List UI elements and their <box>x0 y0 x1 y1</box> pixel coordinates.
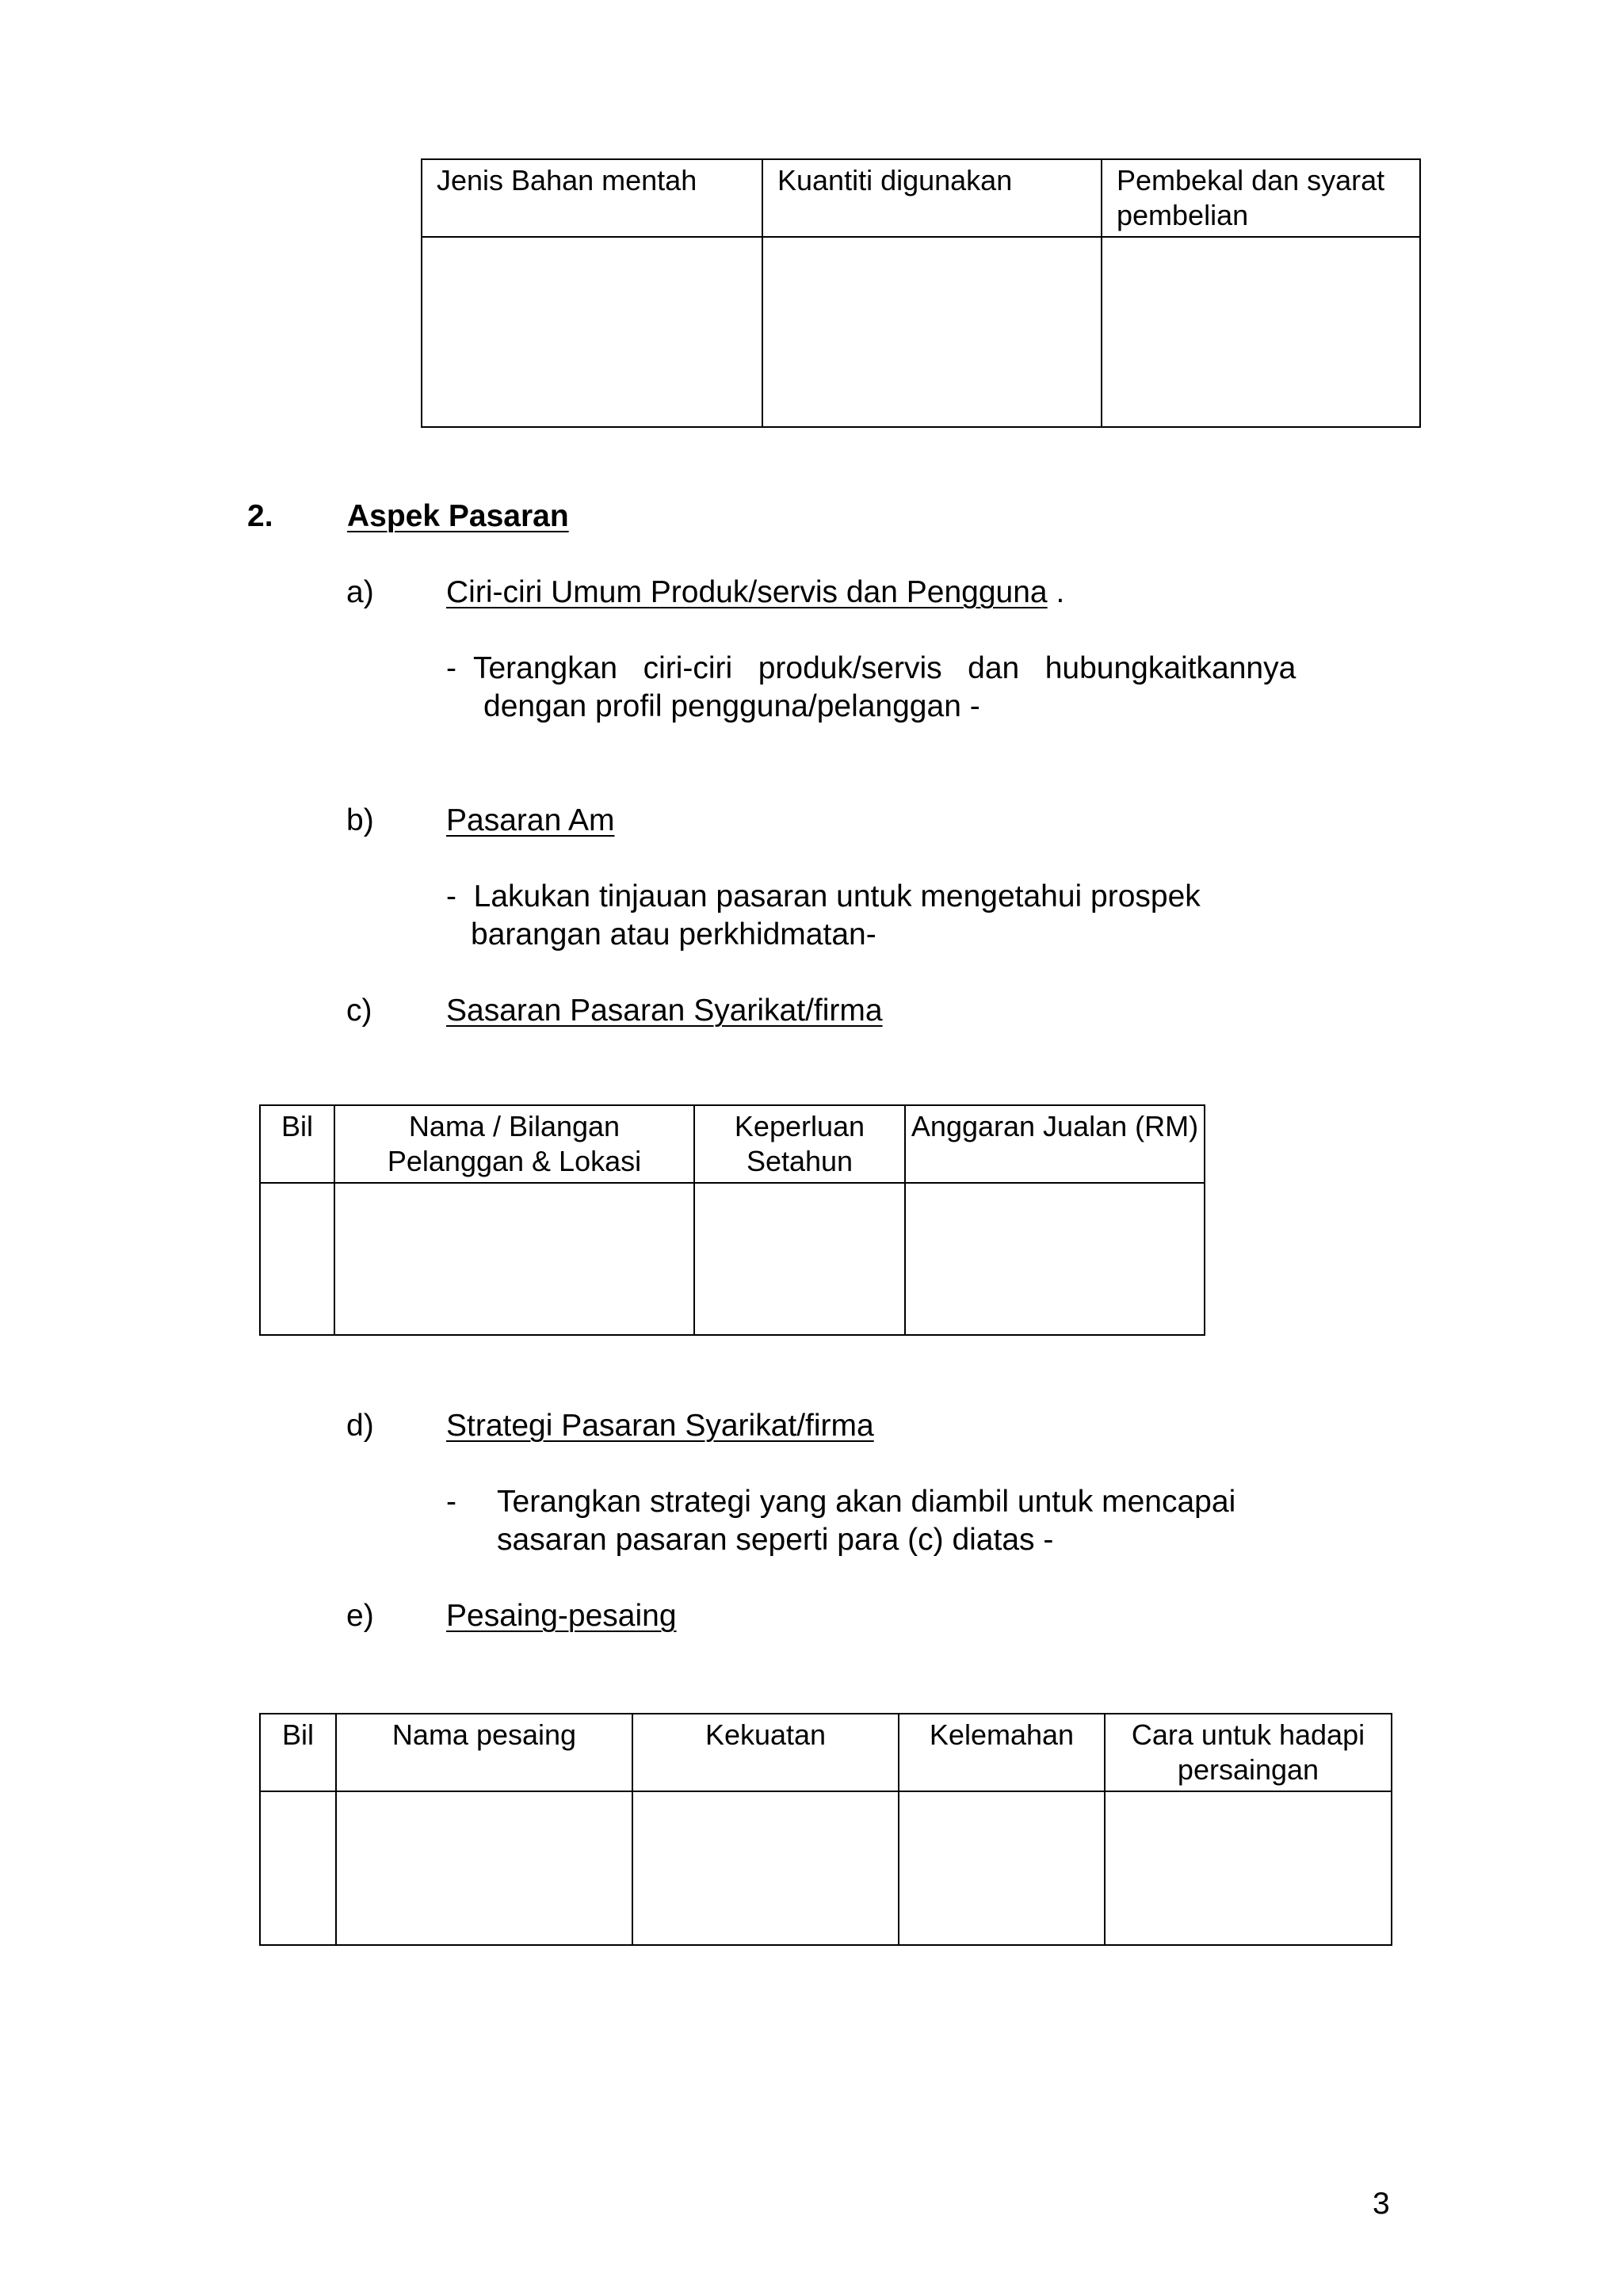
table-cell <box>422 237 762 427</box>
table-row <box>260 1791 1392 1945</box>
target-market-table <box>259 1104 1205 1336</box>
table-cell <box>1102 237 1420 427</box>
item-a-title-suffix: . <box>1056 575 1065 609</box>
header-anggaran-jualan: Anggaran Jualan (RM) <box>905 1105 1205 1183</box>
table-header-row <box>422 159 1420 237</box>
section-title: Aspek Pasaran <box>347 499 569 533</box>
item-b-desc-line2: barangan atau perkhidmatan- <box>471 917 876 952</box>
table-cell <box>762 237 1102 427</box>
header-kekuatan: Kekuatan <box>632 1714 899 1791</box>
page-number: 3 <box>1373 2187 1390 2221</box>
item-b-label: b) <box>346 803 374 837</box>
item-e-label: e) <box>346 1599 374 1633</box>
header-kelemahan: Kelemahan <box>899 1714 1105 1791</box>
item-a-desc-line2: dengan profil pengguna/pelanggan - <box>483 689 980 723</box>
raw-materials-table <box>421 158 1421 428</box>
table-cell <box>260 1183 334 1335</box>
table-header-row <box>260 1105 1205 1183</box>
table-row <box>260 1183 1205 1335</box>
item-d-title: Strategi Pasaran Syarikat/firma <box>446 1409 874 1443</box>
table-cell <box>260 1791 336 1945</box>
item-d-desc-dash: - <box>446 1485 456 1519</box>
header-pembekal: Pembekal dan syarat pembelian <box>1102 159 1420 237</box>
item-a-heading <box>446 574 1064 612</box>
table-cell <box>336 1791 632 1945</box>
item-a-label: a) <box>346 575 374 609</box>
table-cell <box>1105 1791 1392 1945</box>
table-cell <box>899 1791 1105 1945</box>
header-nama-pesaing: Nama pesaing <box>336 1714 632 1791</box>
table-row <box>422 237 1420 427</box>
header-jenis-bahan: Jenis Bahan mentah <box>422 159 762 237</box>
header-kuantiti: Kuantiti digunakan <box>762 159 1102 237</box>
competitors-table <box>259 1713 1392 1946</box>
table-cell <box>334 1183 694 1335</box>
table-cell <box>905 1183 1205 1335</box>
item-a-title: Ciri-ciri Umum Produk/servis dan Pengguna <box>446 575 1048 609</box>
header-cara-hadapi: Cara untuk hadapi persaingan <box>1105 1714 1392 1791</box>
item-d-desc-line2: sasaran pasaran seperti para (c) diatas - <box>497 1523 1054 1557</box>
table-header-row <box>260 1714 1392 1791</box>
item-d-desc-line1: Terangkan strategi yang akan diambil untuk mencapai <box>497 1485 1236 1519</box>
header-bil: Bil <box>260 1714 336 1791</box>
item-b-title: Pasaran Am <box>446 803 615 837</box>
item-b-desc-line1: - Lakukan tinjauan pasaran untuk mengetahui prospek <box>446 879 1201 913</box>
table-cell <box>694 1183 905 1335</box>
item-d-label: d) <box>346 1409 374 1443</box>
item-e-title: Pesaing-pesaing <box>446 1599 677 1633</box>
item-c-title: Sasaran Pasaran Syarikat/firma <box>446 994 883 1028</box>
section-number: 2. <box>247 499 273 533</box>
header-nama-bilangan: Nama / Bilangan Pelanggan & Lokasi <box>334 1105 694 1183</box>
header-keperluan: Keperluan Setahun <box>694 1105 905 1183</box>
item-a-desc-line1: - Terangkan ciri-ciri produk/servis dan hubungkaitkannya <box>446 651 1296 685</box>
item-c-label: c) <box>346 994 372 1028</box>
table-cell <box>632 1791 899 1945</box>
header-bil: Bil <box>260 1105 334 1183</box>
